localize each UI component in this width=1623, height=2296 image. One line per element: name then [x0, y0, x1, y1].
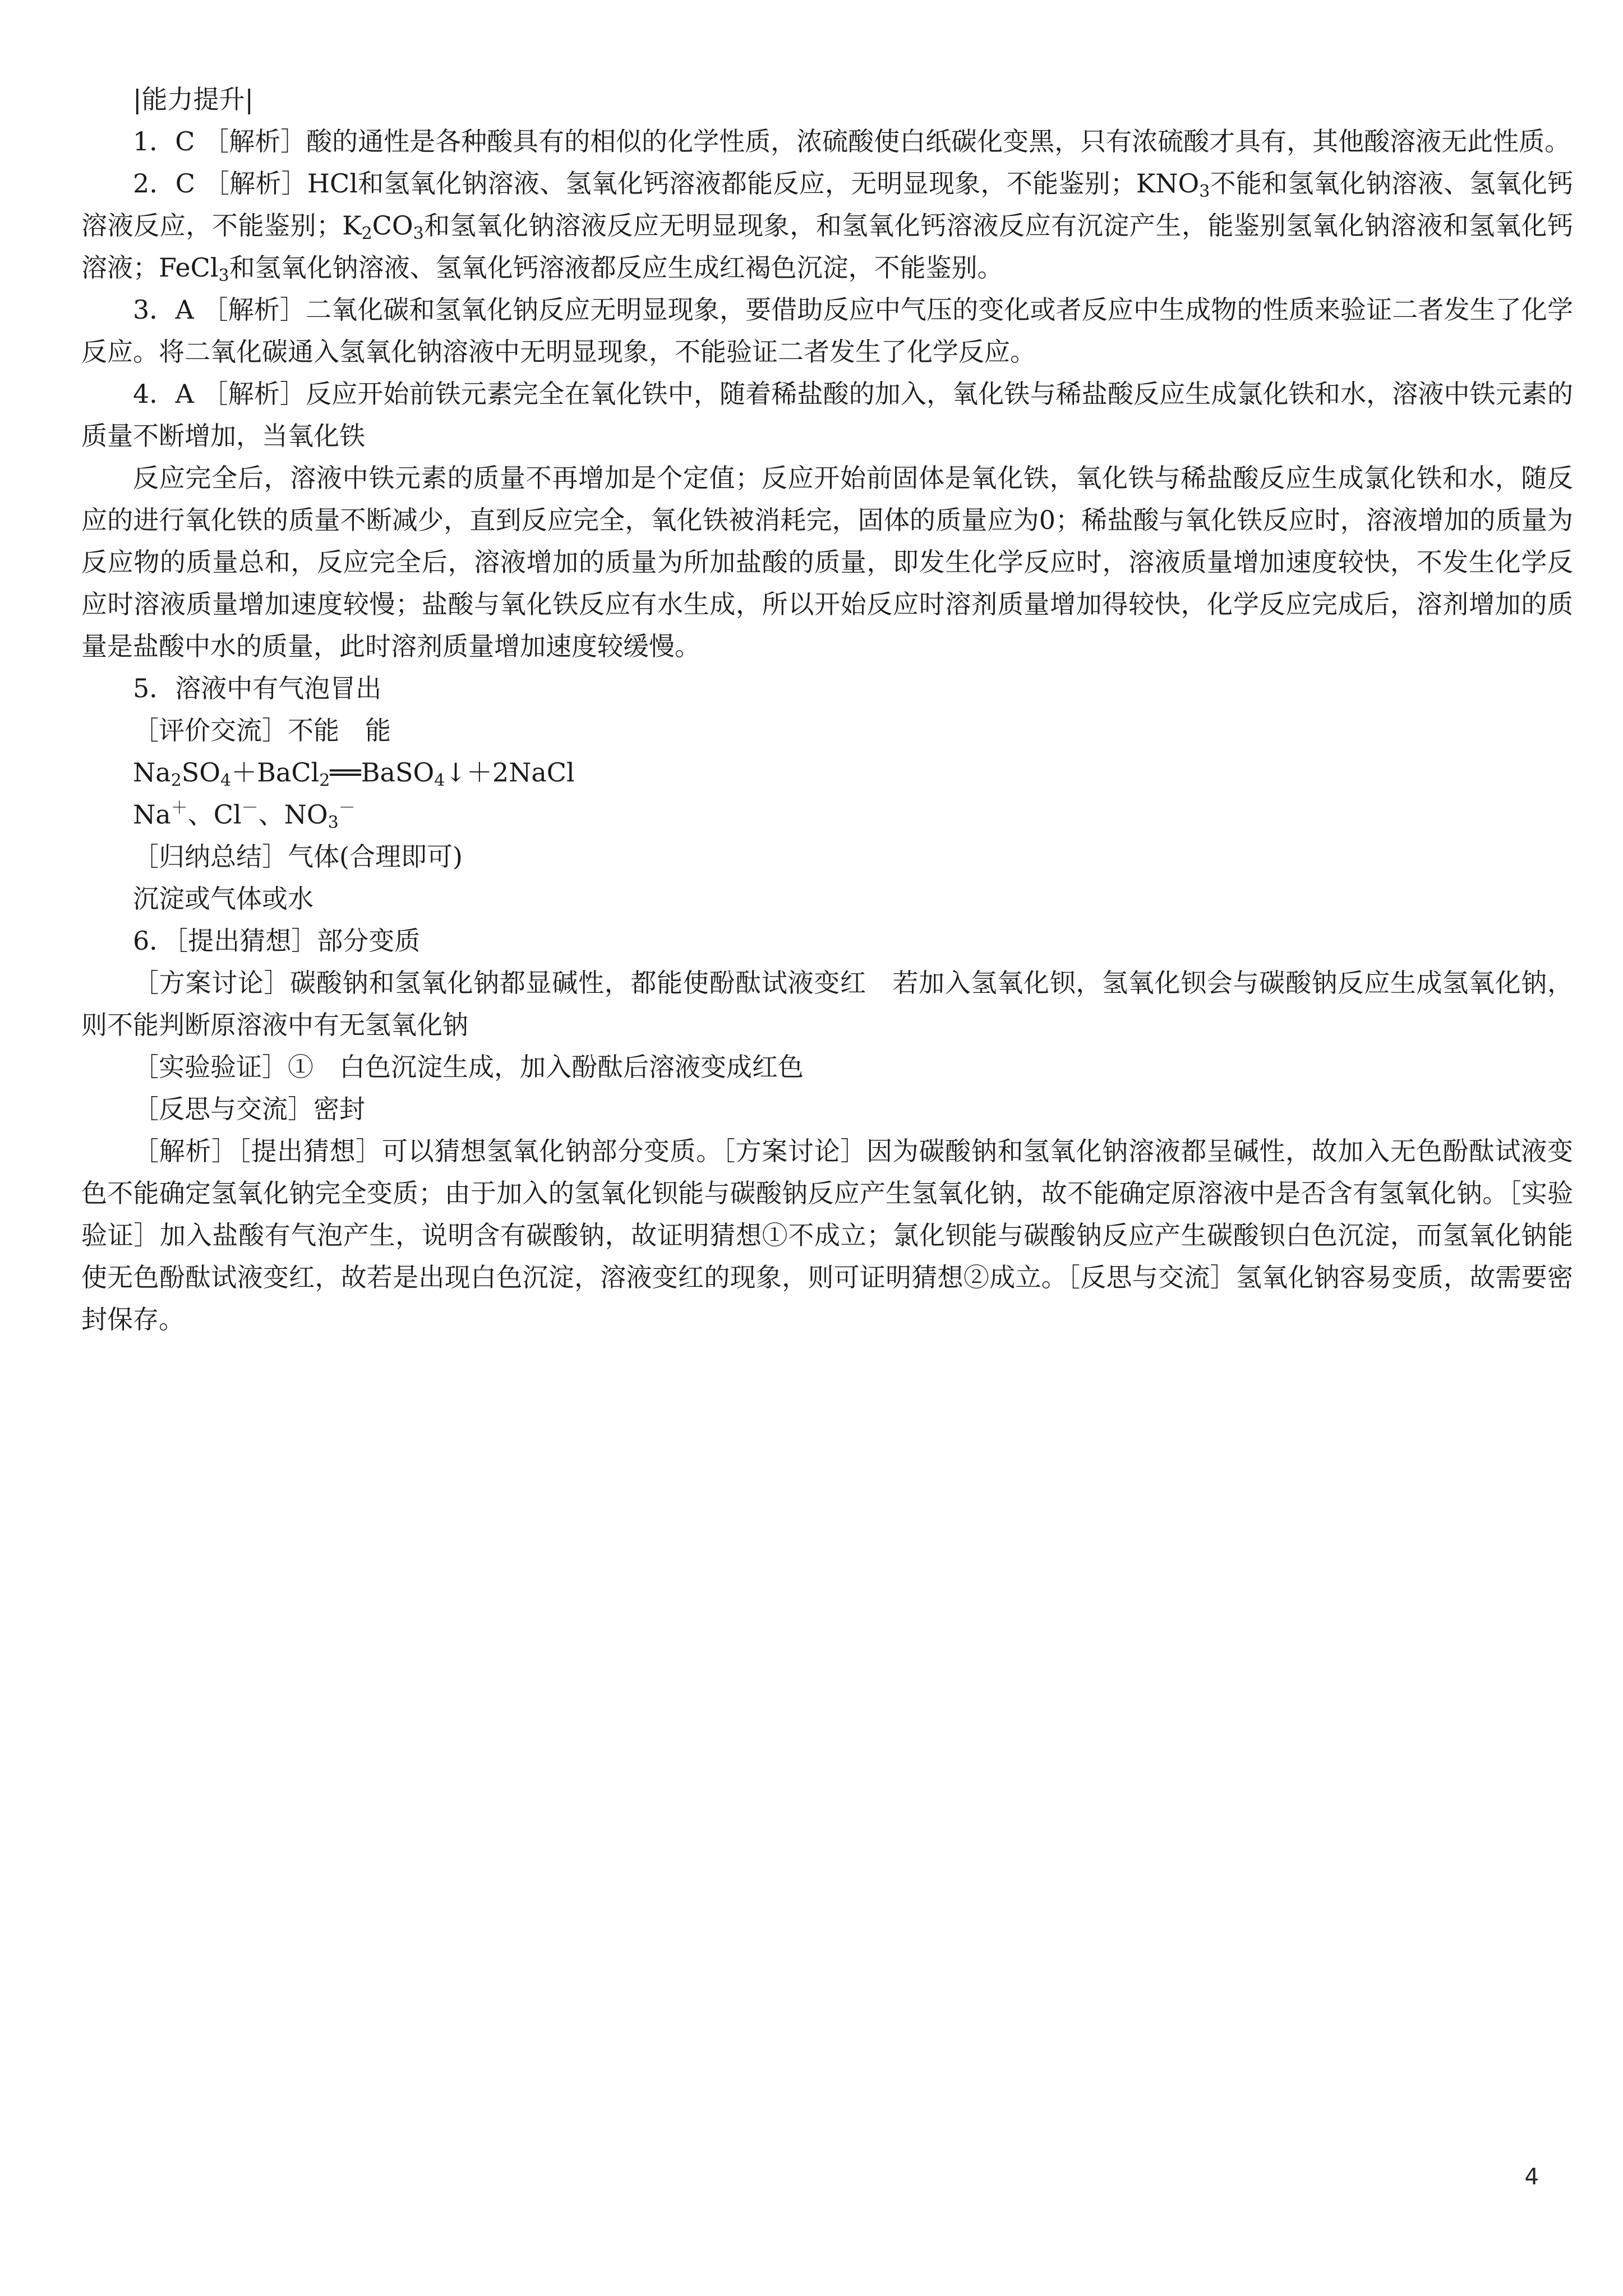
formula-part: ══BaSO [330, 757, 435, 788]
subscript: 3 [218, 266, 229, 286]
answer-4: 4．A ［解析］反应开始前铁元素完全在氧化铁中，随着稀盐酸的加入，氧化铁与稀盐酸反应生成氯化铁和水，溶液中铁元素的质量不断增加，当氧化铁 [81, 379, 1573, 451]
answer-6-verification: ［实验验证］① 白色沉淀生成，加入酚酞后溶液变成红色 [133, 1052, 804, 1082]
document-body [81, 79, 1573, 1341]
superscript: － [338, 798, 356, 818]
answer-6-reflection: ［反思与交流］密封 [133, 1094, 365, 1124]
formula-part: Na [133, 757, 171, 788]
ion-part: Na [133, 799, 171, 830]
formula-part: SO [181, 757, 221, 788]
answer-5-evaluation: ［评价交流］不能 能 [133, 715, 391, 746]
answer-6-explanation: ［解析］［提出猜想］可以猜想氢氧化钠部分变质。［方案讨论］因为碳酸钠和氢氧化钠溶液都呈碱性，故加入无色酚酞试液变色不能确定氢氧化钠完全变质；由于加入的氢氧化钡能与碳酸钠反应产生氢氧化钠，故不能确定原溶液中是否含有氢氧化钠。［实验验证］加入盐酸有气泡产生，说明含有碳酸钠，故证明猜想①不成立；氯化钡能与碳酸钠反应产生碳酸钡白色沉淀，而氢氧化钠能使无色酚酞试液变红，故若是出现白色沉淀，溶液变红的现象，则可证明猜想②成立。［反思与交流］氢氧化钠容易变质，故需要密封保存。 [81, 1136, 1573, 1335]
subscript: 2 [170, 771, 182, 790]
formula-part: ＋BaCl [231, 757, 320, 788]
answer-2-text: 不能和氢氧化钠溶液、氢氧化钙溶液反应，不能鉴别；K [81, 168, 1574, 241]
answer-2-text: 和氢氧化钠溶液反应无明显现象，和氢氧化钙溶液反应有沉淀产生，能鉴别氢氧化钠溶液和氢氧化钙溶液；FeCl [81, 210, 1574, 283]
answer-4-continued: 反应完全后，溶液中铁元素的质量不再增加是个定值；反应开始前固体是氧化铁，氧化铁与稀盐酸反应生成氯化铁和水，随反应的进行氧化铁的质量不断减少，直到反应完全，氧化铁被消耗完，固体的质量应为0；稀盐酸与氧化铁反应时，溶液增加的质量为反应物的质量总和，反应完全后，溶液增加的质量为所加盐酸的质量，即发生化学反应时，溶液质量增加速度较快，不发生化学反应时溶液质量增加速度较慢；盐酸与氧化铁反应有水生成，所以开始反应时溶剂质量增加得较快，化学反应完成后，溶剂增加的质量是盐酸中水的质量，此时溶剂质量增加速度较缓慢。 [81, 463, 1573, 661]
superscript: － [241, 798, 259, 818]
chemical-equation [81, 752, 1573, 794]
answer-5-line-1: 5．溶液中有气泡冒出 [133, 673, 382, 703]
answer-5-summary: ［归纳总结］气体(合理即可) [133, 841, 463, 872]
answer-6-hypothesis: 6．［提出猜想］部分变质 [133, 926, 421, 956]
subscript: 3 [328, 813, 339, 832]
answer-2-text: 2．C ［解析］HCl和氢氧化钠溶液、氢氧化钙溶液都能反应，无明显现象，不能鉴别；KNO [133, 168, 1200, 199]
answer-5-summary-2: 沉淀或气体或水 [133, 884, 313, 914]
page-number: 4 [1524, 2164, 1539, 2190]
formula-part: ↓＋2NaCl [445, 757, 575, 788]
answer-3: 3．A ［解析］二氧化碳和氢氧化钠反应无明显现象，要借助反应中气压的变化或者反应中生成物的性质来验证二者发生了化学反应。将二氧化碳通入氢氧化钠溶液中无明显现象，不能验证二者发生了化学反应。 [81, 295, 1573, 367]
subscript: 3 [413, 224, 424, 243]
answer-6-discussion: ［方案讨论］碳酸钠和氢氧化钠都显碱性，都能使酚酞试液变红 若加入氢氧化钡，氢氧化钡会与碳酸钠反应生成氢氧化钠，则不能判断原溶液中有无氢氧化钠 [81, 968, 1573, 1040]
section-title: |能力提升| [133, 84, 253, 114]
subscript: 2 [319, 771, 330, 790]
ion-part: 、NO [258, 799, 328, 830]
answer-1: 1．C ［解析］酸的通性是各种酸具有的相似的化学性质，浓硫酸使白纸碳化变黑，只有浓硫酸才具有，其他酸溶液无此性质。 [133, 126, 1571, 157]
subscript: 2 [361, 224, 372, 243]
subscript: 3 [1199, 182, 1210, 201]
ion-list [81, 794, 1573, 836]
answer-2-text: 和氢氧化钠溶液、氢氧化钙溶液都反应生成红褐色沉淀，不能鉴别。 [229, 252, 1003, 283]
subscript: 4 [220, 771, 232, 790]
answer-2-text: CO [372, 210, 413, 241]
answer-2 [81, 163, 1573, 289]
subscript: 4 [434, 771, 445, 790]
ion-part: 、Cl [187, 799, 242, 830]
superscript: ＋ [170, 798, 188, 818]
